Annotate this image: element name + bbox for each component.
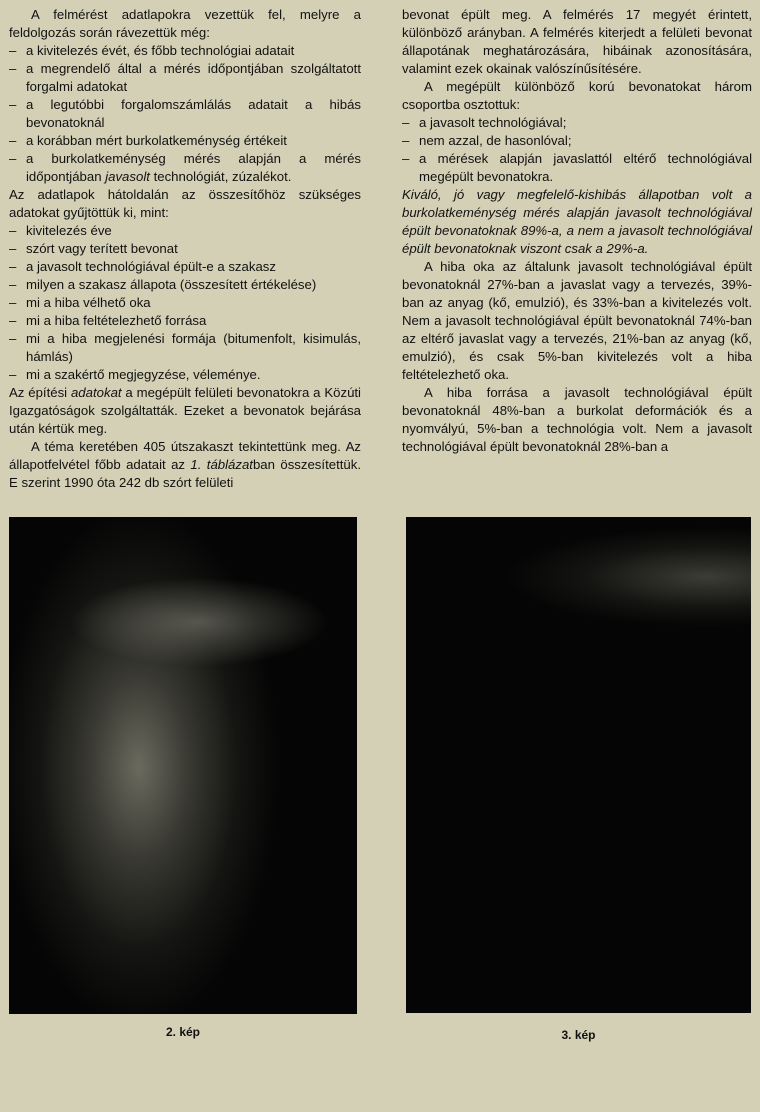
text-run: ban összesítettük. E szerint 1990 óta 242 db szórt felületi [9,457,361,490]
paragraph: A hiba oka az általunk javasolt technológiával épült bevonatoknál 27%-ban a javaslat vagy a tervezés, 39%-ban az anyag (kő, emulzió), és 33%-ban a kivitelezés volt. Nem a javasolt technológiával épült bevonatoknál 74%-ban az eltérő javaslat vagy a tervezés, 21%-ban az anyag (kő, emulzió), és csak 5%-ban kivitelezés volt a hiba feltételezhető oka. [402,259,752,382]
figure-caption: 3. kép [561,1028,596,1042]
right-column [402,6,752,456]
paragraph: Az adatlapok hátoldalán az összesítőhöz szükséges adatokat gyűjtöttük ki, mint: [9,187,361,220]
paragraph: A megépült különböző korú bevonatokat három csoportba osztottuk: [402,79,752,112]
list-item: – milyen a szakasz állapota (összesített értékelése) [9,276,361,294]
list-item: – mi a szakértő megjegyzése, véleménye. [9,366,361,384]
text-run: a burkolatkeménység mérés alapján a mérés időpontjában [26,151,361,184]
list-item: – mi a hiba megjelenési formája (bitumenfolt, kisimulás, hámlás) [9,330,361,366]
summary-list [9,222,361,384]
paragraph: A hiba forrása a javasolt technológiával épült bevonatoknál 48%-ban a burkolat deformációk és a nyomvályú, 5%-ban a technológia volt. Nem a javasolt technológiával épült bevonatoknál 28%-ban a [402,385,752,454]
emphasis: 1. táblázat [190,457,253,472]
list-item: – szórt vagy terített bevonat [9,240,361,258]
text-run: a megépült felületi bevonatokra a Közúti Igazgatóságok szolgáltatták. Ezeket a bevonatok bejárása után kértük meg. [9,385,361,436]
list-item [9,150,361,186]
paragraph: A felmérést adatlapokra vezettük fel, melyre a feldolgozás során rávezettük még: [9,7,361,40]
text-run: Az építési [9,385,71,400]
list-item: – mi a hiba vélhető oka [9,294,361,312]
list-item: – a javasolt technológiával; [402,114,752,132]
list-item: – a korábban mért burkolatkeménység értékeit [9,132,361,150]
group-list [402,114,752,186]
list-item: – nem azzal, de hasonlóval; [402,132,752,150]
text-run: A téma keretében 405 útszakaszt tekintettünk meg. Az állapotfelvétel főbb adatait az [9,439,361,472]
figure-caption: 2. kép [165,1025,201,1039]
road-surface-photo [406,517,751,1013]
left-column [9,6,361,492]
data-sheet-list [9,42,361,186]
emphasis: adatokat [70,385,122,400]
list-item: – a mérések alapján javaslattól eltérő technológiával megépült bevonatokra. [402,150,752,186]
list-item: – mi a hiba feltételezhető forrása [9,312,361,330]
paragraph [9,384,361,438]
paragraph [9,438,361,492]
list-item: – a legutóbbi forgalomszámlálás adatait a hibás bevonatoknál [9,96,361,132]
list-item: – a megrendelő által a mérés időpontjában szolgáltatott forgalmi adatokat [9,60,361,96]
emphasis: javasolt [105,169,150,184]
list-item: – a javasolt technológiával épült-e a szakasz [9,258,361,276]
highlight-paragraph: Kiváló, jó vagy megfelelő-kishibás állapotban volt a burkolatkeménység mérés alapján javasolt technológiával épült bevonatoknak 89%-a, a nem a javasolt technológiával épült bevonatoknak viszont csak a 29%-a. [402,187,752,256]
road-surface-photo [9,517,357,1014]
list-item: – a kivitelezés évét, és főbb technológiai adatait [9,42,361,60]
paragraph: bevonat épült meg. A felmérés 17 megyét érintett, különböző arányban. A felmérés kiterjedt a felületi bevonat állapotának meghatározására, hibáinak azonosítására, valamint ezek okainak valószínűsítésére. [402,7,752,76]
text-run: technológiát, zúzalékot. [149,169,292,184]
list-item: – kivitelezés éve [9,222,361,240]
